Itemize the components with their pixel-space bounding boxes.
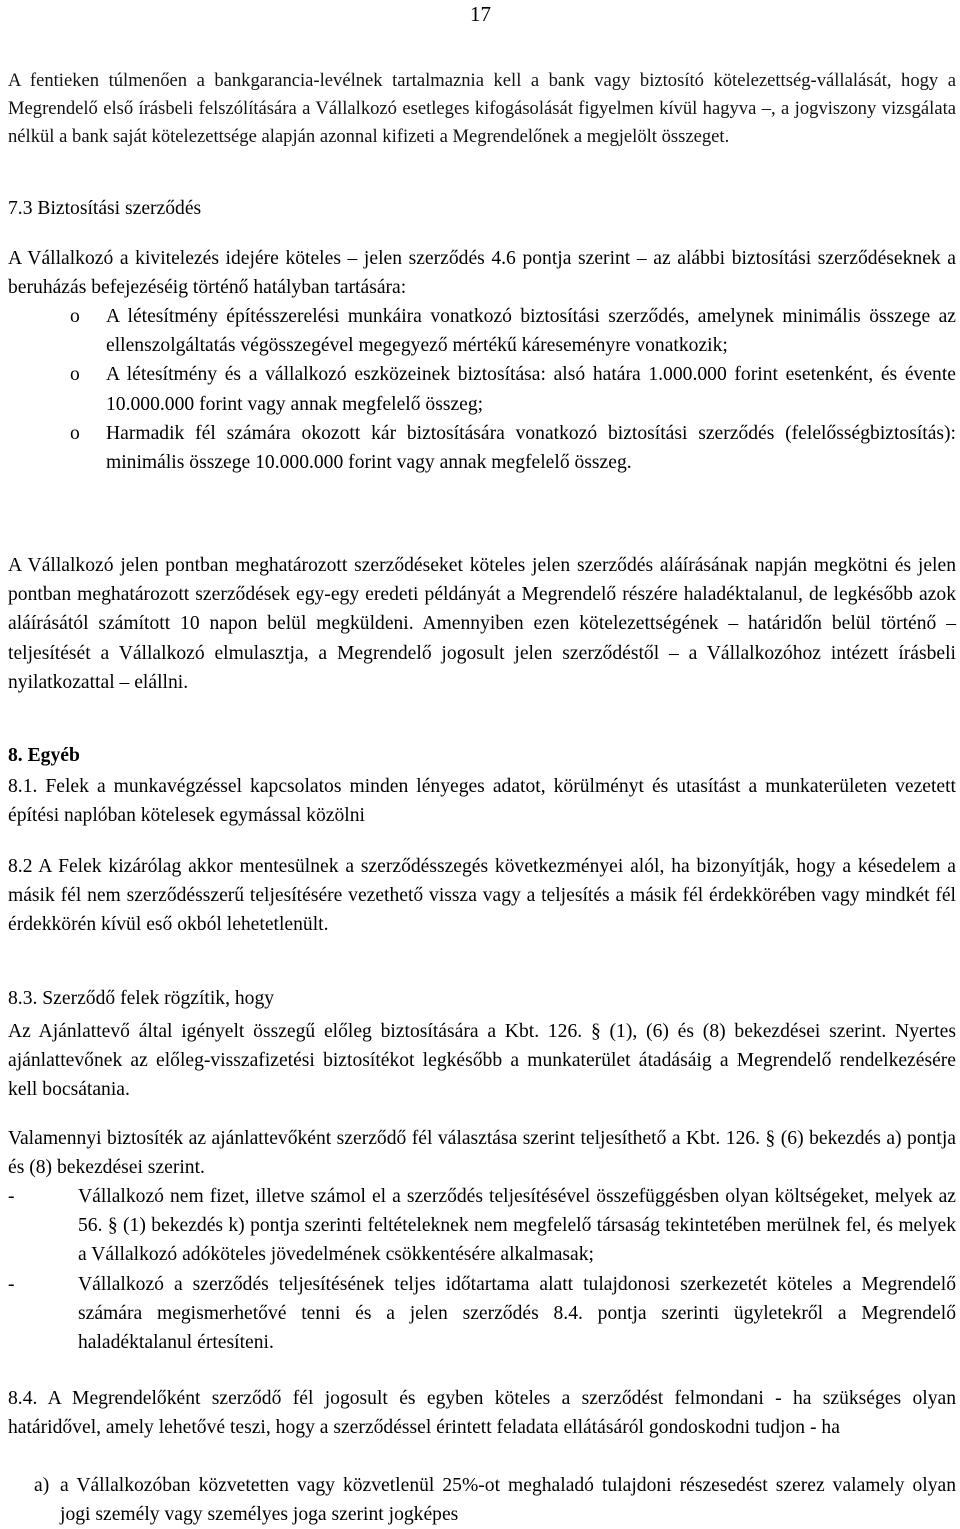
list-item <box>8 360 956 418</box>
list-item <box>8 1270 956 1358</box>
obligation-paragraph: A Vállalkozó jelen pontban meghatározott szerződéseket köteles jelen szerződés aláírásának napján megkötni és jelen pontban meghatározott szerződések egy-egy eredeti példányát a Megrendelő részére haladéktalanul, de legkésőbb azok aláírásától számított 10 napon belül megküldeni. Amennyiben ezen kötelezettségének – határidőn belül történő – teljesítését a Vállalkozó elmulasztja, a Megrendelő jogosult jelen szerződéstől – a Vállalkozóhoz intézett írásbeli nyilatkozattal – elállni. <box>8 555 956 693</box>
bullet-text: A létesítmény építésszerelési munkáira vonatkozó biztosítási szerződés, amelynek minimális összege az ellenszolgáltatás végösszegével megegyező mértékű káreseményre vonatkozik; <box>106 306 956 357</box>
alpha-text: a Vállalkozóban közvetetten vagy közvetlenül 25%-ot meghaladó tulajdoni részesedést szerez valamely olyan jogi személy vagy személyes joga szerint jogképes <box>60 1475 956 1526</box>
dash-text: Vállalkozó nem fizet, illetve számol el a szerződés teljesítésével összefüggésben olyan költségeket, melyek az 56. § (1) bekezdés k) pontja szerinti feltételeknek nem megfelelő társaság tekintetében merülnek fel, és melyek a Vállalkozó adóköteles jövedelmének csökkentésére alkalmasak; <box>78 1186 956 1266</box>
conditions-dash-list <box>8 1182 956 1357</box>
list-item <box>8 419 956 477</box>
intro-paragraph: A fentieken túlmenően a bankgarancia-levélnek tartalmaznia kell a bank vagy biztosító kötelezettség-vállalását, hogy a Megrendelő első írásbeli felszólítására a Vállalkozó esetleges kifogásolását figyelmen kívül hagyva –, a jogviszony vizsgálata nélkül a bank saját kötelezettsége alapján azonnal kifizeti a Megrendelőnek a megjelölt összeget. <box>8 70 956 147</box>
page-number: 17 <box>470 2 491 26</box>
dash-marker: - <box>8 1186 15 1207</box>
dash-marker: - <box>8 1273 15 1295</box>
section-8-1-paragraph: 8.1. Felek a munkavégzéssel kapcsolatos minden lényeges adatot, körülményt és utasítást a munkaterületen vezetett építési naplóban kötelesek egymással közölni <box>8 776 956 827</box>
section-8-3-paragraph: Az Ajánlattevő által igényelt összegű előleg biztosítására a Kbt. 126. § (1), (6) és (8) bekezdései szerint. Nyertes ajánlattevőnek az előleg-visszafizetési biztosítékot legkésőbb a munkaterület átadásáig a Megrendelő rendelkezésére kell bocsátania. <box>8 1021 956 1101</box>
bullet-text: A létesítmény és a vállalkozó eszközeinek biztosítása: alsó határa 1.000.000 forint esetenként, és évente 10.000.000 forint vagy annak megfelelő összeg; <box>106 364 956 415</box>
bullet-marker: o <box>70 422 80 444</box>
section-8-3-heading: 8.3. Szerződő felek rögzítik, hogy <box>8 988 275 1009</box>
bullet-marker: o <box>70 364 80 386</box>
section-8-heading: 8. Egyéb <box>8 745 80 766</box>
dash-text: Vállalkozó a szerződés teljesítésének teljes időtartama alatt tulajdonosi szerkezetét köteles a Megrendelő számára megismerhetővé tenni és a jelen szerződés 8.4. pontja szerinti ügyletekről a Megrendelő haladéktalanul értesíteni. <box>78 1273 956 1354</box>
section-8-2-paragraph: 8.2 A Felek kizárólag akkor mentesülnek a szerződésszegés következményei alól, ha bizonyítják, hogy a késedelem a másik fél nem szerződésszerű teljesítésére vezethető vissza vagy a teljesítés a másik fél érdekkörében vagy mindkét fél érdekkörén kívül eső okból lehetetlenült. <box>8 856 956 936</box>
list-item <box>8 1471 956 1529</box>
termination-alpha-list <box>8 1471 956 1529</box>
alpha-marker: a) <box>34 1475 50 1496</box>
guarantee-paragraph: Valamennyi biztosíték az ajánlattevőként szerződő fél választása szerint teljesíthető a Kbt. 126. § (6) bekezdés a) pontja és (8) bekezdései szerint. <box>8 1128 956 1179</box>
bullet-marker: o <box>70 306 80 327</box>
section-8-4-paragraph: 8.4. A Megrendelőként szerződő fél jogosult és egyben köteles a szerződést felmondani - ha szükséges olyan határidővel, amely lehetővé teszi, hogy a szerződéssel érintett feladata ellátásáról gondoskodni tudjon - ha <box>8 1388 956 1439</box>
list-item <box>8 1182 956 1270</box>
bullet-text: Harmadik fél számára okozott kár biztosítására vonatkozó biztosítási szerződés (felelősségbiztosítás): minimális összege 10.000.000 forint vagy annak megfelelő összeg. <box>106 422 956 474</box>
section-7-3-heading: 7.3 Biztosítási szerződés <box>8 198 202 219</box>
insurance-bullet-list <box>8 302 956 477</box>
list-item <box>8 302 956 360</box>
section-7-3-paragraph: A Vállalkozó a kivitelezés idejére köteles – jelen szerződés 4.6 pontja szerint – az alábbi biztosítási szerződéseknek a beruházás befejezéséig történő hatályban tartására: <box>8 248 956 299</box>
